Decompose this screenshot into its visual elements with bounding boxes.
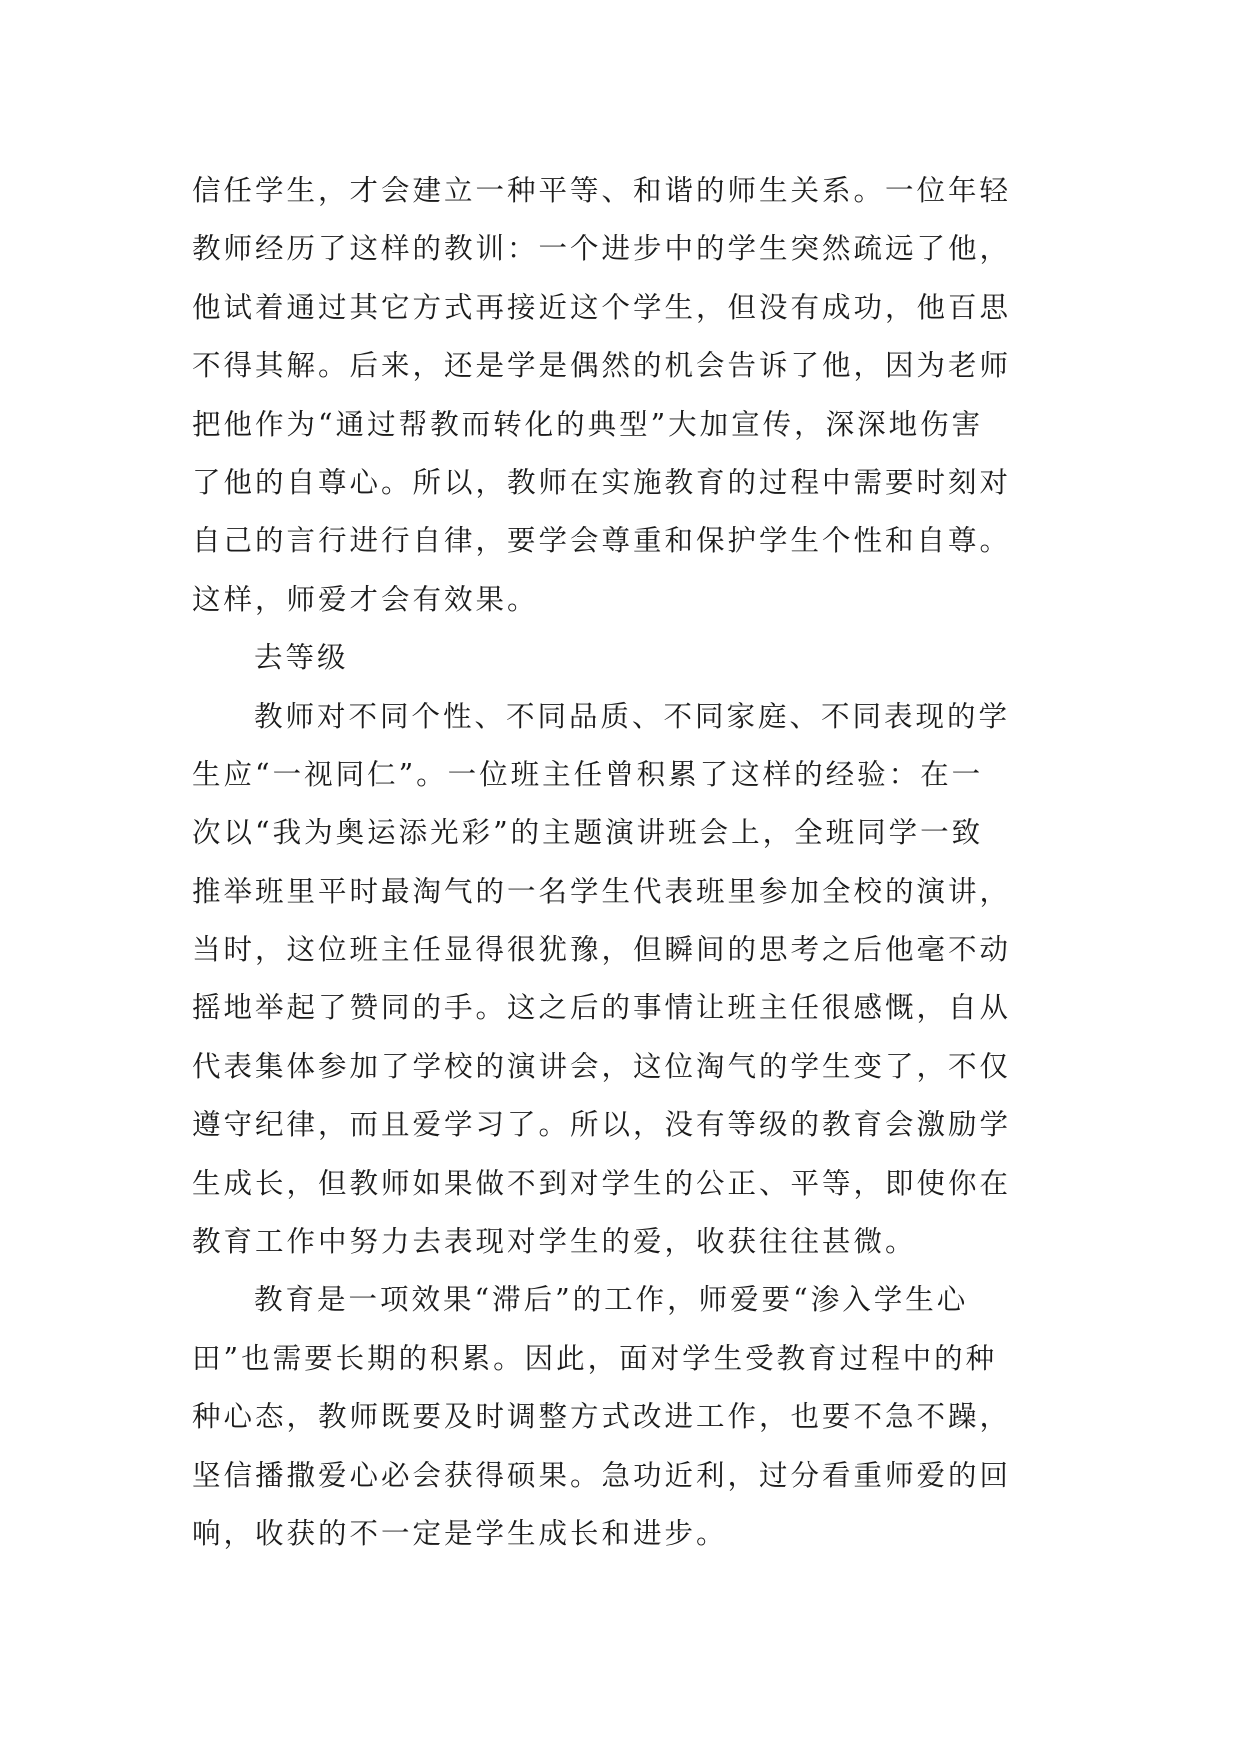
text-line: 教师经历了这样的教训：一个进步中的学生突然疏远了他， <box>192 232 1012 266</box>
text-line: 信任学生，才会建立一种平等、和谐的师生关系。一位年轻 <box>192 174 1012 207</box>
text-line: 了他的自尊心。所以，教师在实施教育的过程中需要时刻对 <box>192 465 1012 499</box>
text-line: 摇地举起了赞同的手。这之后的事情让班主任很感慨，自从 <box>192 991 1012 1025</box>
text-line: 生应“一视同仁”。一位班主任曾积累了这样的经验：在一 <box>192 757 984 791</box>
text-line: 坚信播撒爱心必会获得硕果。急功近利，过分看重师爱的回 <box>192 1458 1012 1492</box>
text-line: 教师对不同个性、不同品质、不同家庭、不同表现的学 <box>254 699 1011 733</box>
body-text <box>192 162 1050 1563</box>
text-line: 不得其解。后来，还是学是偶然的机会告诉了他，因为老师 <box>192 349 1012 383</box>
text-line: 遵守纪律，而且爱学习了。所以，没有等级的教育会激励学 <box>192 1108 1012 1142</box>
text-line: 推举班里平时最淘气的一名学生代表班里参加全校的演讲， <box>192 874 1012 908</box>
text-line: 教育是一项效果“滞后”的工作，师爱要“渗入学生心 <box>254 1283 969 1317</box>
text-line: 把他作为“通过帮教而转化的典型”大加宣传，深深地伤害 <box>192 407 984 441</box>
text-line: 代表集体参加了学校的演讲会，这位淘气的学生变了，不仅 <box>192 1049 1012 1083</box>
text-line: 他试着通过其它方式再接近这个学生，但没有成功，他百思 <box>192 290 1012 324</box>
text-line: 自己的言行进行自律，要学会尊重和保护学生个性和自尊。 <box>192 524 1012 558</box>
text-line: 生成长，但教师如果做不到对学生的公正、平等，即使你在 <box>192 1166 1012 1200</box>
text-line: 教育工作中努力去表现对学生的爱，收获往往甚微。 <box>192 1225 917 1259</box>
text-line: 次以“我为奥运添光彩”的主题演讲班会上，全班同学一致 <box>192 816 984 850</box>
text-line: 响，收获的不一定是学生成长和进步。 <box>192 1516 728 1550</box>
text-line: 种心态，教师既要及时调整方式改进工作，也要不急不躁， <box>192 1400 1012 1434</box>
text-line: 田”也需要长期的积累。因此，面对学生受教育过程中的种 <box>192 1341 998 1375</box>
section-heading: 去等级 <box>254 641 349 675</box>
text-line: 当时，这位班主任显得很犹豫，但瞬间的思考之后他毫不动 <box>192 933 1012 967</box>
text-line: 这样，师爱才会有效果。 <box>192 582 539 616</box>
